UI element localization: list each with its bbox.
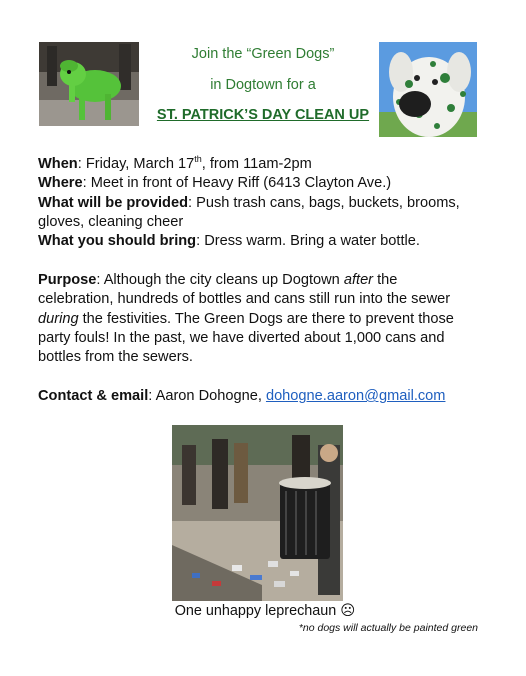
bring-text: : Dress warm. Bring a water bottle. (196, 233, 420, 249)
photo-caption: One unhappy leprechaun ☹ (174, 603, 356, 619)
when-ordinal: th (194, 154, 202, 165)
purpose-line-4: party fouls! In the past, we have diverted about 1,000 cans and (38, 330, 445, 346)
purpose-text-c: the festivities. The Green Dogs are there to prevent those (78, 311, 454, 327)
purpose-line-1 (38, 271, 397, 290)
purpose-text-b: the (373, 272, 398, 288)
purpose-label: Purpose (38, 272, 97, 288)
header-line-1: Join the “Green Dogs” (191, 46, 335, 62)
where-line (38, 174, 391, 193)
provided-line-2: gloves, cleaning cheer (38, 214, 184, 230)
email-link[interactable]: dohogne.aaron@gmail.com (265, 388, 446, 404)
provided-label: What will be provided (38, 195, 188, 211)
contact-label: Contact & email (38, 388, 149, 404)
when-time: , from 11am-2pm (201, 156, 312, 172)
trash-can-photo (172, 425, 343, 601)
where-text: : Meet in front of Heavy Riff (6413 Clayton Ave.) (82, 175, 392, 191)
purpose-italic-after: after (343, 272, 374, 288)
when-text: : Friday, March 17 (77, 156, 195, 172)
footnote: *no dogs will actually be painted green (298, 622, 478, 634)
contact-line (38, 387, 445, 406)
when-label: When (38, 156, 78, 172)
provided-text: : Push trash cans, bags, buckets, brooms, (188, 195, 460, 211)
where-label: Where (38, 175, 83, 191)
purpose-line-2: celebration, hundreds of bottles and cans still run into the sewer (38, 291, 451, 307)
event-title: ST. PATRICK’S DAY CLEAN UP (156, 107, 370, 123)
provided-line (38, 194, 460, 213)
purpose-text-a: : Although the city cleans up Dogtown (96, 272, 344, 288)
green-dog-photo (39, 42, 139, 126)
green-spotted-dog-photo (379, 42, 477, 137)
bring-line (38, 232, 420, 251)
purpose-italic-during: during (38, 311, 79, 327)
bring-label: What you should bring (38, 233, 197, 249)
header-line-2: in Dogtown for a (210, 77, 316, 93)
purpose-line-3 (38, 310, 454, 329)
purpose-line-5: bottles from the sewers. (38, 349, 193, 365)
contact-name: : Aaron Dohogne, (148, 388, 266, 404)
when-line (38, 155, 312, 174)
